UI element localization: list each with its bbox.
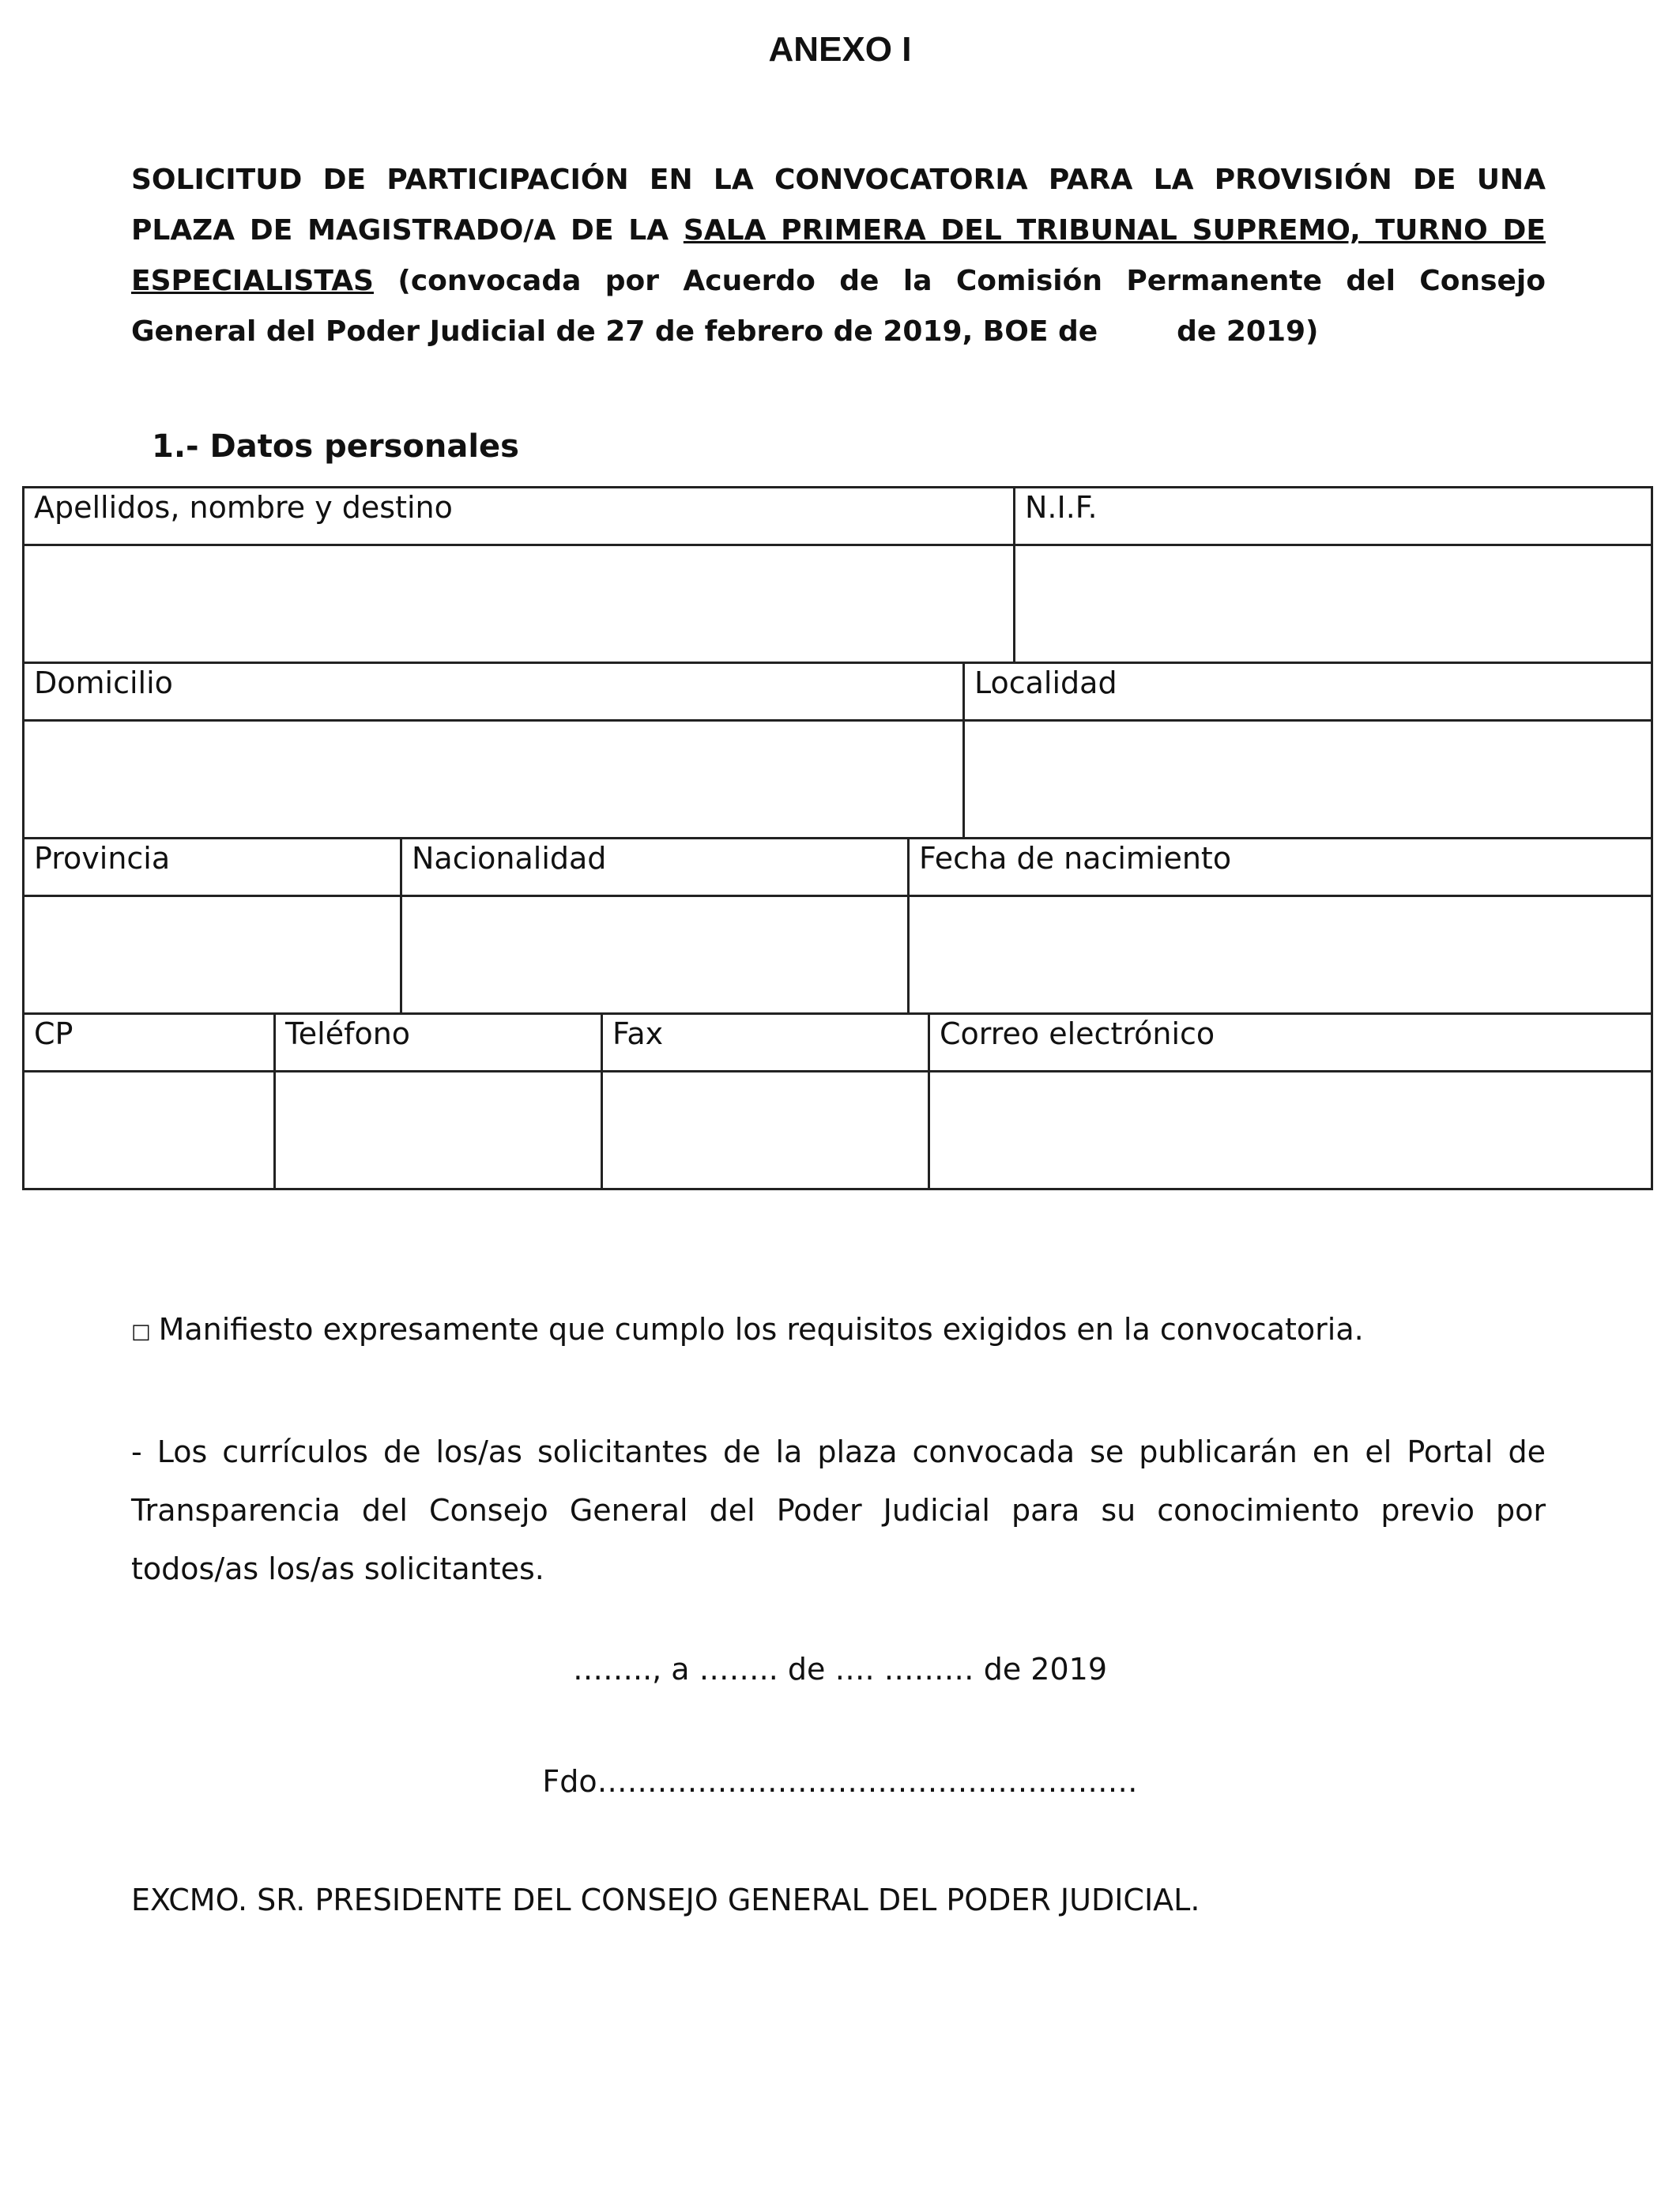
- nationality-label: Nacionalidad: [401, 839, 909, 896]
- email-field[interactable]: [929, 1072, 1652, 1189]
- form-row-contact: [22, 1012, 1653, 1190]
- nif-label: N.I.F.: [1015, 488, 1652, 545]
- address-field[interactable]: [24, 721, 964, 839]
- declaration-text: Manifiesto expresamente que cumplo los requisitos exigidos en la convocatoria.: [158, 1312, 1364, 1347]
- date-line: …….., a …….. de …. ……… de 2019: [572, 1652, 1108, 1687]
- nif-field[interactable]: [1015, 545, 1652, 663]
- heading-part-1: SOLICITUD DE PARTICIPACIÓN EN LA CONVOCATORIA PARA LA PROVISIÓN DE UNA PLAZA DE MAGISTRADO/A DE LA: [131, 164, 1546, 247]
- fax-field[interactable]: [602, 1072, 929, 1189]
- nationality-field[interactable]: [401, 896, 909, 1014]
- birthdate-label: Fecha de nacimiento: [909, 839, 1652, 896]
- fax-label: Fax: [602, 1014, 929, 1072]
- section-title: 1.- Datos personales: [152, 428, 519, 465]
- province-field[interactable]: [24, 896, 401, 1014]
- heading-part-2: (convocada por Acuerdo de la Comisión Permanente del Consejo General del Poder Judicial de 27 de febrero de 2019, BOE de: [131, 265, 1546, 348]
- signature-line: Fdo………………………………………………: [542, 1764, 1138, 1799]
- phone-field[interactable]: [275, 1072, 602, 1189]
- cp-field[interactable]: [24, 1072, 275, 1189]
- application-heading: [131, 155, 1546, 357]
- cp-label: CP: [24, 1014, 275, 1072]
- declaration-line: [131, 1312, 1546, 1347]
- locality-label: Localidad: [964, 663, 1652, 721]
- name-field[interactable]: [24, 545, 1015, 663]
- province-label: Provincia: [24, 839, 401, 896]
- annex-title: ANEXO I: [768, 30, 912, 69]
- heading-part-3: de 2019): [1177, 315, 1319, 348]
- declaration-checkbox[interactable]: □: [131, 1319, 151, 1344]
- address-label: Domicilio: [24, 663, 964, 721]
- heading-underlined: SALA PRIMERA DEL TRIBUNAL SUPREMO, TURNO DE ESPECIALISTAS: [131, 214, 1546, 297]
- name-label: Apellidos, nombre y destino: [24, 488, 1015, 545]
- personal-data-form: [22, 486, 1653, 1190]
- form-row-name: [22, 486, 1653, 664]
- email-label: Correo electrónico: [929, 1014, 1652, 1072]
- birthdate-field[interactable]: [909, 896, 1652, 1014]
- addressee: EXCMO. SR. PRESIDENTE DEL CONSEJO GENERAL DEL PODER JUDICIAL.: [131, 1883, 1200, 1917]
- locality-field[interactable]: [964, 721, 1652, 839]
- phone-label: Teléfono: [275, 1014, 602, 1072]
- form-row-province: [22, 837, 1653, 1015]
- form-row-address: [22, 662, 1653, 839]
- transparency-notice: - Los currículos de los/as solicitantes de la plaza convocada se publicarán en el Portal de Transparencia del Consejo General del Poder Judicial para su conocimiento previo por todos/as los/as solicitantes.: [131, 1434, 1546, 1586]
